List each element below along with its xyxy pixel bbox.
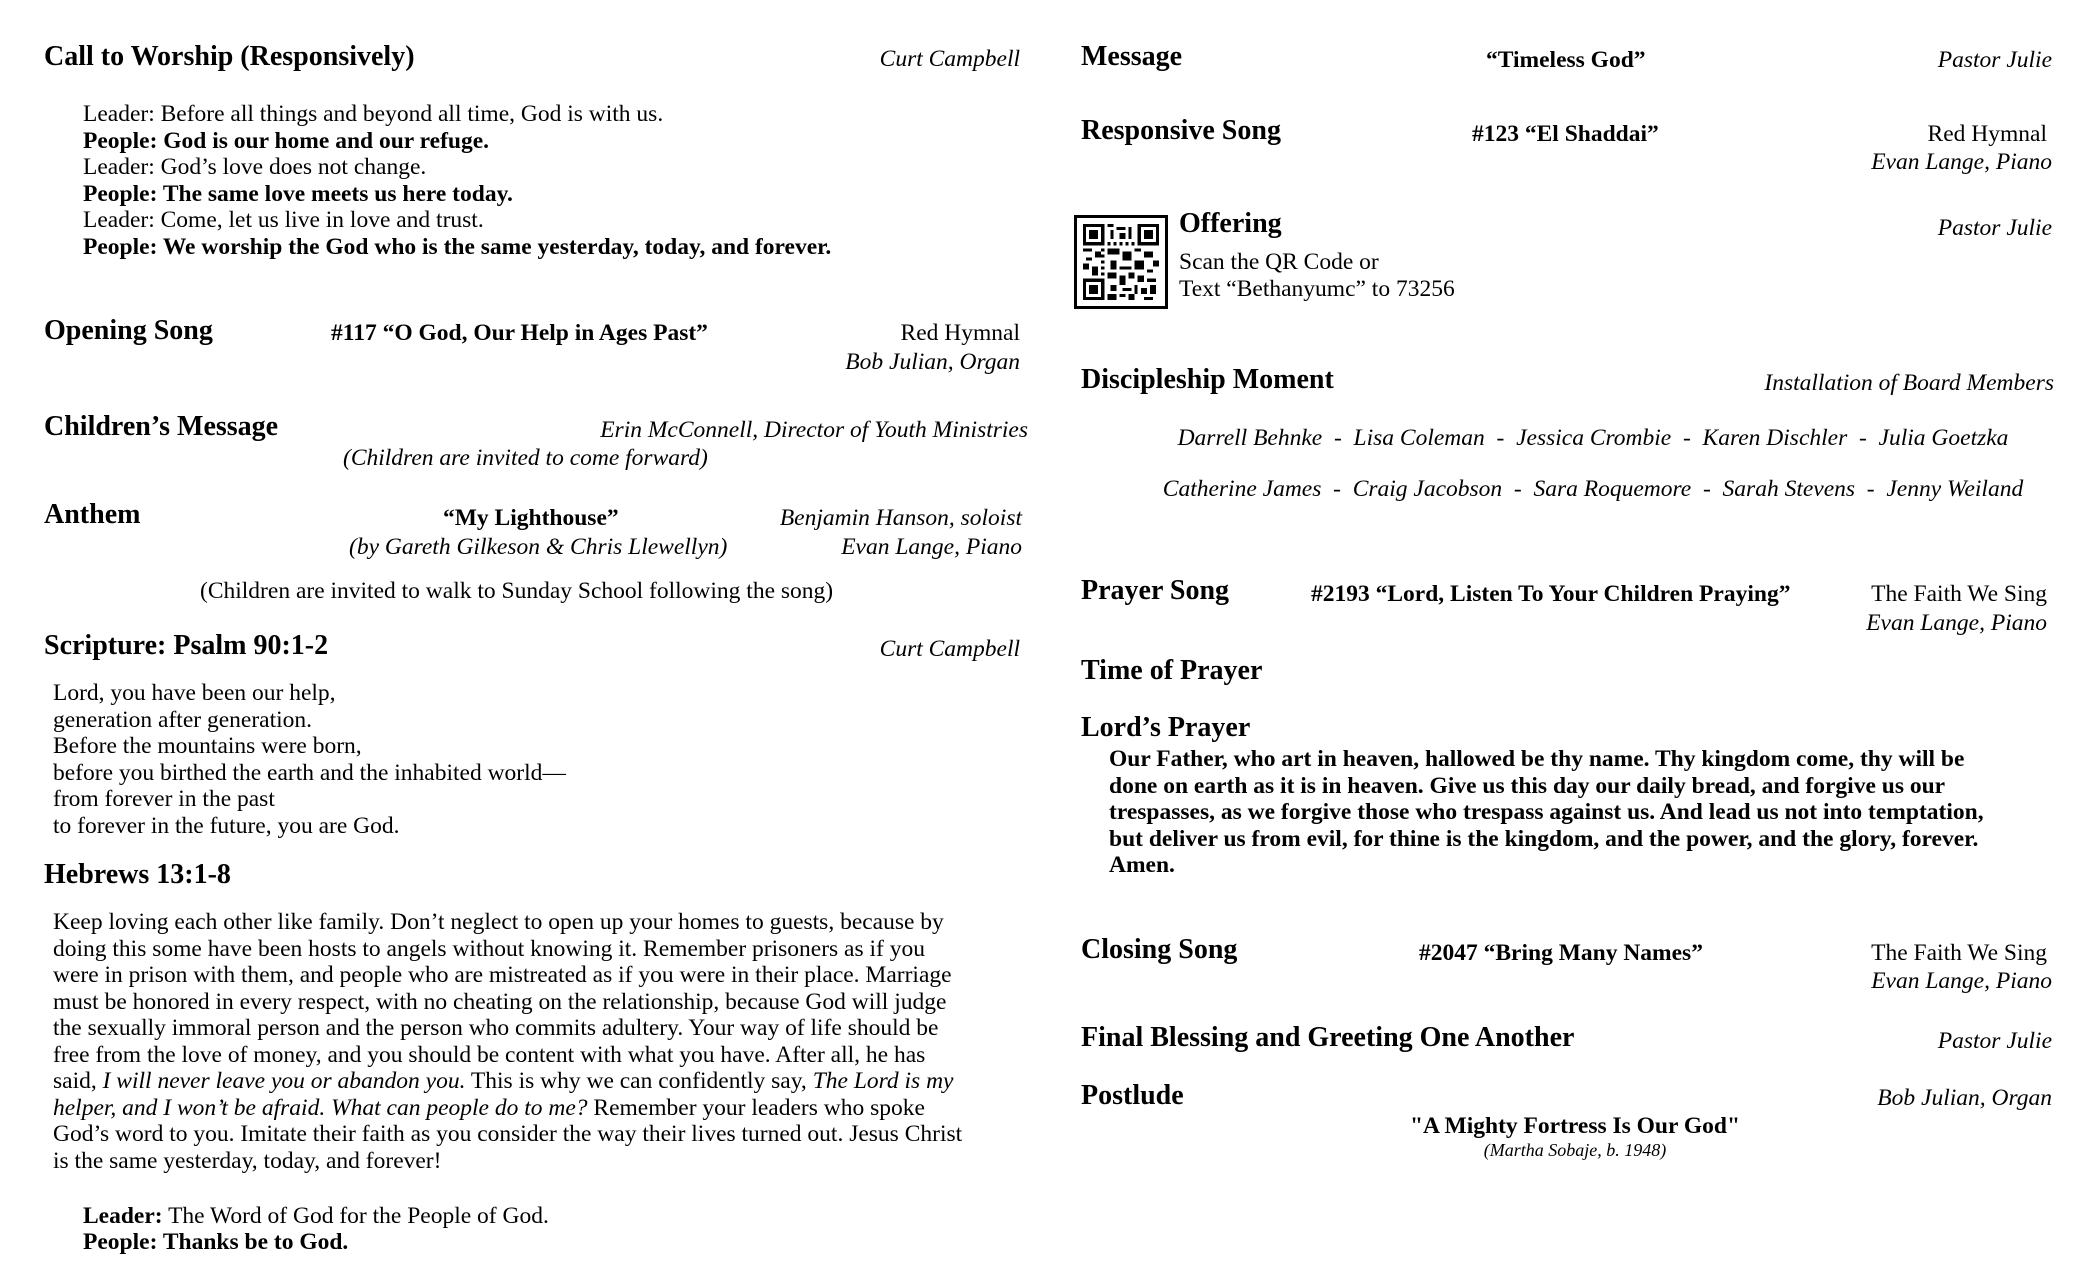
hebrews-segment: helper, and I won’t be afraid. What can people do to me? <box>53 1094 588 1121</box>
final-blessing-pastor: Pastor Julie <box>1937 1028 2052 1054</box>
prayer-song-title: Prayer Song <box>1081 575 1230 606</box>
childrens-message-note: (Children are invited to come forward) <box>343 445 708 471</box>
hebrews-segment: is the same yesterday, today, and forever! <box>53 1147 442 1174</box>
psalm-line: from forever in the past <box>53 786 275 812</box>
hebrews-line <box>53 1068 1053 1095</box>
opening-song-book: Red Hymnal <box>900 320 1020 346</box>
closing-song-title: Closing Song <box>1081 934 1238 965</box>
psalm-line: generation after generation. <box>53 706 313 733</box>
prayer-song-book: The Faith We Sing <box>1871 581 2047 607</box>
closing-leader-label: Leader: <box>83 1203 163 1229</box>
offering-pastor: Pastor Julie <box>1937 215 2052 241</box>
board-members-row-1: Darrell Behnke - Lisa Coleman - Jessica Crombie - Karen Dischler - Julia Goetzka <box>1177 425 2009 451</box>
lords-prayer-line: trespasses, as we forgive those who trespass against us. And lead us not into temptation, <box>1109 799 1984 825</box>
lords-prayer-line: but deliver us from evil, for thine is the kingdom, and the power, and the glory, forever. <box>1109 825 1979 852</box>
postlude-title: Postlude <box>1081 1080 1184 1111</box>
anthem-soloist: Benjamin Hanson, soloist <box>779 505 1022 531</box>
hebrews-segment: must be honored in every respect, with no cheating on the relationship, because God will judge <box>53 988 947 1015</box>
scripture-title: Scripture: Psalm 90:1-2 <box>44 630 329 661</box>
lords-prayer-line: Our Father, who art in heaven, hallowed be thy name. Thy kingdom come, thy will be <box>1109 746 1965 772</box>
hebrews-title: Hebrews 13:1-8 <box>44 859 231 890</box>
anthem-piano: Evan Lange, Piano <box>841 534 1022 560</box>
childrens-message-leader: Erin McConnell, Director of Youth Ministries <box>600 417 1028 443</box>
hebrews-segment: doing this some have been hosts to angels without knowing it. Remember prisoners as if you <box>53 935 925 962</box>
closing-leader-text: The Word of God for the People of God. <box>162 1203 549 1229</box>
hebrews-segment: God’s word to you. Imitate their faith as you consider the way their lives turned out. Jesus Christ <box>53 1121 963 1147</box>
discipleship-title: Discipleship Moment <box>1081 364 1334 395</box>
lords-prayer-title: Lord’s Prayer <box>1081 712 1251 743</box>
offering-scan-text: Scan the QR Code or <box>1179 249 1379 275</box>
hebrews-segment: Keep loving each other like family. Don’t neglect to open up your homes to guests, because by <box>53 909 944 935</box>
discipleship-subtitle: Installation of Board Members <box>1764 370 2054 396</box>
hebrews-segment: I will never leave you or abandon you. <box>102 1068 466 1094</box>
leader-line: Leader: Before all things and beyond all time, God is with us. <box>83 101 664 127</box>
responsive-song-player: Evan Lange, Piano <box>1871 149 2052 175</box>
anthem-note: (Children are invited to walk to Sunday School following the song) <box>200 578 834 604</box>
opening-song-hymn: #117 “O God, Our Help in Ages Past” <box>331 320 708 346</box>
call-to-worship-responses <box>83 101 983 260</box>
closing-response-leader <box>83 1203 549 1230</box>
psalm-passage <box>53 680 753 839</box>
hebrews-segment: said, <box>53 1068 103 1094</box>
postlude-player: Bob Julian, Organ <box>1877 1085 2052 1111</box>
lords-prayer-text <box>1109 746 2089 879</box>
call-to-worship-title: Call to Worship (Responsively) <box>44 41 415 72</box>
leader-line: Leader: Come, let us live in love and trust. <box>83 207 484 233</box>
hebrews-line <box>53 909 1053 936</box>
responsive-song-book: Red Hymnal <box>1927 121 2047 147</box>
people-response-line: People: God is our home and our refuge. <box>83 127 490 154</box>
closing-song-book: The Faith We Sing <box>1871 940 2047 966</box>
offering-title: Offering <box>1179 208 1282 239</box>
hebrews-passage <box>53 909 1053 1174</box>
psalm-line: Before the mountains were born, <box>53 733 362 759</box>
time-of-prayer-title: Time of Prayer <box>1081 655 1263 686</box>
psalm-line: Lord, you have been our help, <box>53 680 336 706</box>
scripture-reader: Curt Campbell <box>879 636 1020 662</box>
hebrews-line <box>53 1095 1053 1122</box>
responsive-song-title: Responsive Song <box>1081 115 1281 146</box>
psalm-line: before you birthed the earth and the inhabited world— <box>53 759 566 786</box>
hebrews-line <box>53 1042 1053 1069</box>
anthem-title: Anthem <box>44 499 141 530</box>
message-sermon: “Timeless God” <box>1486 47 1646 73</box>
anthem-song: “My Lighthouse” <box>443 505 619 531</box>
psalm-line: to forever in the future, you are God. <box>53 812 400 839</box>
final-blessing-title: Final Blessing and Greeting One Another <box>1081 1022 1575 1053</box>
postlude-piece: "A Mighty Fortress Is Our God" <box>1409 1113 1741 1139</box>
anthem-credit: (by Gareth Gilkeson & Chris Llewellyn) <box>349 534 728 560</box>
closing-song-player: Evan Lange, Piano <box>1871 968 2052 994</box>
offering-text-instructions: Text “Bethanyumc” to 73256 <box>1179 276 1455 302</box>
hebrews-line <box>53 1121 1053 1148</box>
prayer-song-player: Evan Lange, Piano <box>1866 610 2047 636</box>
hebrews-segment: This is why we can confidently say, <box>465 1068 813 1094</box>
hebrews-line <box>53 936 1053 963</box>
opening-song-title: Opening Song <box>44 315 213 346</box>
hebrews-segment: were in prison with them, and people who are mistreated as if you were in their place. Marriage <box>53 962 952 988</box>
hebrews-line <box>53 1015 1053 1042</box>
hebrews-segment: Remember your leaders who spoke <box>587 1094 925 1121</box>
message-pastor: Pastor Julie <box>1937 47 2052 73</box>
qr-code-icon <box>1083 224 1159 300</box>
postlude-composer: (Martha Sobaje, b. 1948) <box>1483 1140 1667 1160</box>
board-members-row-2: Catherine James - Craig Jacobson - Sara Roquemore - Sarah Stevens - Jenny Weiland <box>1162 476 2024 502</box>
people-response-line: People: We worship the God who is the same yesterday, today, and forever. <box>83 233 832 260</box>
hebrews-line <box>53 962 1053 989</box>
responsive-song-hymn: #123 “El Shaddai” <box>1472 121 1659 147</box>
lords-prayer-line: done on earth as it is in heaven. Give us this day our daily bread, and forgive us our <box>1109 772 1946 799</box>
hebrews-line <box>53 1148 1053 1175</box>
prayer-song-hymn: #2193 “Lord, Listen To Your Children Praying” <box>1311 581 1791 607</box>
hebrews-line <box>53 989 1053 1016</box>
lords-prayer-line: Amen. <box>1109 852 1175 878</box>
hebrews-segment: The Lord is my <box>812 1068 954 1094</box>
qr-code-image[interactable] <box>1074 215 1168 309</box>
call-to-worship-leader: Curt Campbell <box>879 46 1020 72</box>
message-title: Message <box>1081 41 1183 72</box>
closing-song-hymn: #2047 “Bring Many Names” <box>1419 940 1703 966</box>
childrens-message-title: Children’s Message <box>44 411 279 442</box>
hebrews-segment: the sexually immoral person and the person who commits adultery. Your way of life should be <box>53 1015 939 1041</box>
closing-response-people: People: Thanks be to God. <box>83 1229 349 1255</box>
hebrews-segment: free from the love of money, and you should be content with what you have. After all, he has <box>53 1041 926 1068</box>
people-response-line: People: The same love meets us here today. <box>83 180 513 207</box>
opening-song-player: Bob Julian, Organ <box>845 349 1020 375</box>
leader-line: Leader: God’s love does not change. <box>83 154 427 180</box>
